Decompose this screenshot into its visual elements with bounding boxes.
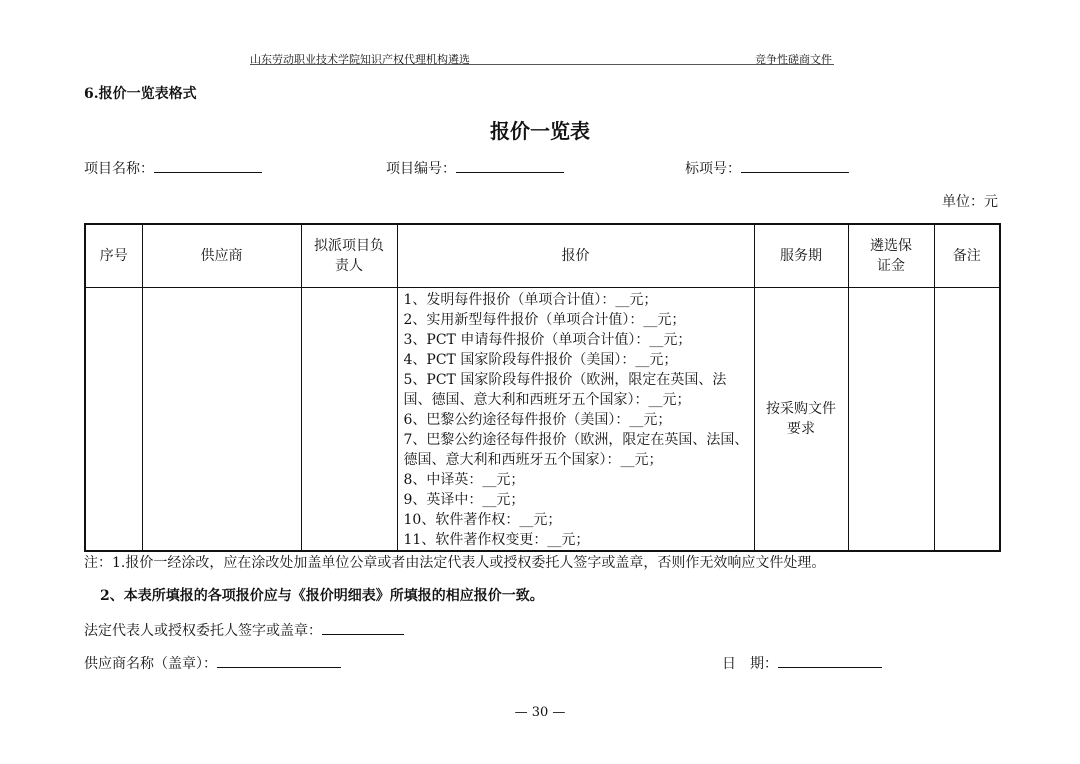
quote-table (84, 223, 1001, 552)
price-item: 10、软件著作权：__元； (403, 511, 562, 528)
cell-leader[interactable] (301, 287, 397, 551)
table-row (85, 287, 1000, 551)
price-item: 3、PCT 申请每件报价（单项合计值）：__元； (403, 331, 692, 348)
cell-supplier[interactable] (142, 287, 301, 551)
lot-no-field (685, 158, 849, 178)
header-deposit: 遴选保证金 (848, 224, 934, 287)
section-title: 6.报价一览表格式 (84, 86, 197, 102)
price-item: 6、巴黎公约途径每件报价（美国）：__元； (403, 411, 672, 428)
project-name-field (84, 158, 262, 178)
header-left: 山东劳动职业技术学院知识产权代理机构遴选 (250, 53, 470, 66)
price-item: 1、发明每件报价（单项合计值）：__元； (403, 291, 658, 308)
header-right: 竞争性磋商文件 (755, 53, 832, 66)
lot-no-blank[interactable] (741, 158, 849, 173)
doc-title: 报价一览表 (490, 119, 590, 143)
price-item: 4、PCT 国家阶段每件报价（美国）：__元； (403, 351, 678, 368)
note-2: 2、本表所填报的各项报价应与《报价明细表》所填报的相应报价一致。 (100, 588, 544, 604)
project-no-label: 项目编号： (386, 161, 456, 177)
cell-deposit[interactable] (848, 287, 934, 551)
legal-rep-blank[interactable] (322, 620, 404, 635)
price-item: 11、软件著作权变更：__元； (403, 531, 590, 548)
price-item: 5、PCT 国家阶段每件报价（欧洲，限定在英国、法国、德国、意大利和西班牙五个国家）：__元； (403, 371, 727, 408)
supplier-blank[interactable] (217, 653, 341, 668)
cell-service: 按采购文件要求 (754, 287, 848, 551)
legal-rep-signature (84, 620, 404, 640)
header-rule (250, 64, 834, 65)
cell-seq[interactable] (85, 287, 142, 551)
header-remark: 备注 (934, 224, 1000, 287)
table-header-row (85, 224, 1000, 287)
header-quote: 报价 (397, 224, 754, 287)
note-1: 注：1.报价一经涂改，应在涂改处加盖单位公章或者由法定代表人或授权委托人签字或盖章，否则作无效响应文件处理。 (84, 555, 826, 571)
date-blank[interactable] (778, 653, 882, 668)
project-no-field (386, 158, 564, 178)
header-leader: 拟派项目负责人 (301, 224, 397, 287)
price-list (398, 288, 754, 550)
supplier-label: 供应商名称（盖章）： (84, 656, 217, 672)
price-item: 7、巴黎公约途径每件报价（欧洲，限定在英国、法国、德国、意大利和西班牙五个国家）：__元； (403, 431, 749, 468)
unit-label: 单位：元 (942, 194, 998, 210)
legal-rep-label: 法定代表人或授权委托人签字或盖章： (84, 623, 322, 639)
page-number: — 30 — (514, 705, 566, 720)
header-service: 服务期 (754, 224, 848, 287)
date-label: 日 期： (722, 656, 778, 672)
price-item: 2、实用新型每件报价（单项合计值）：__元； (403, 311, 686, 328)
cell-quote (397, 287, 754, 551)
supplier-signature (84, 653, 341, 673)
project-no-blank[interactable] (456, 158, 564, 173)
header-seq: 序号 (85, 224, 142, 287)
project-name-label: 项目名称： (84, 161, 154, 177)
price-item: 8、中译英：__元； (403, 471, 525, 488)
date-signature (722, 653, 882, 673)
lot-no-label: 标项号： (685, 161, 741, 177)
cell-remark[interactable] (934, 287, 1000, 551)
header-supplier: 供应商 (142, 224, 301, 287)
price-item: 9、英译中：__元； (403, 491, 525, 508)
project-name-blank[interactable] (154, 158, 262, 173)
